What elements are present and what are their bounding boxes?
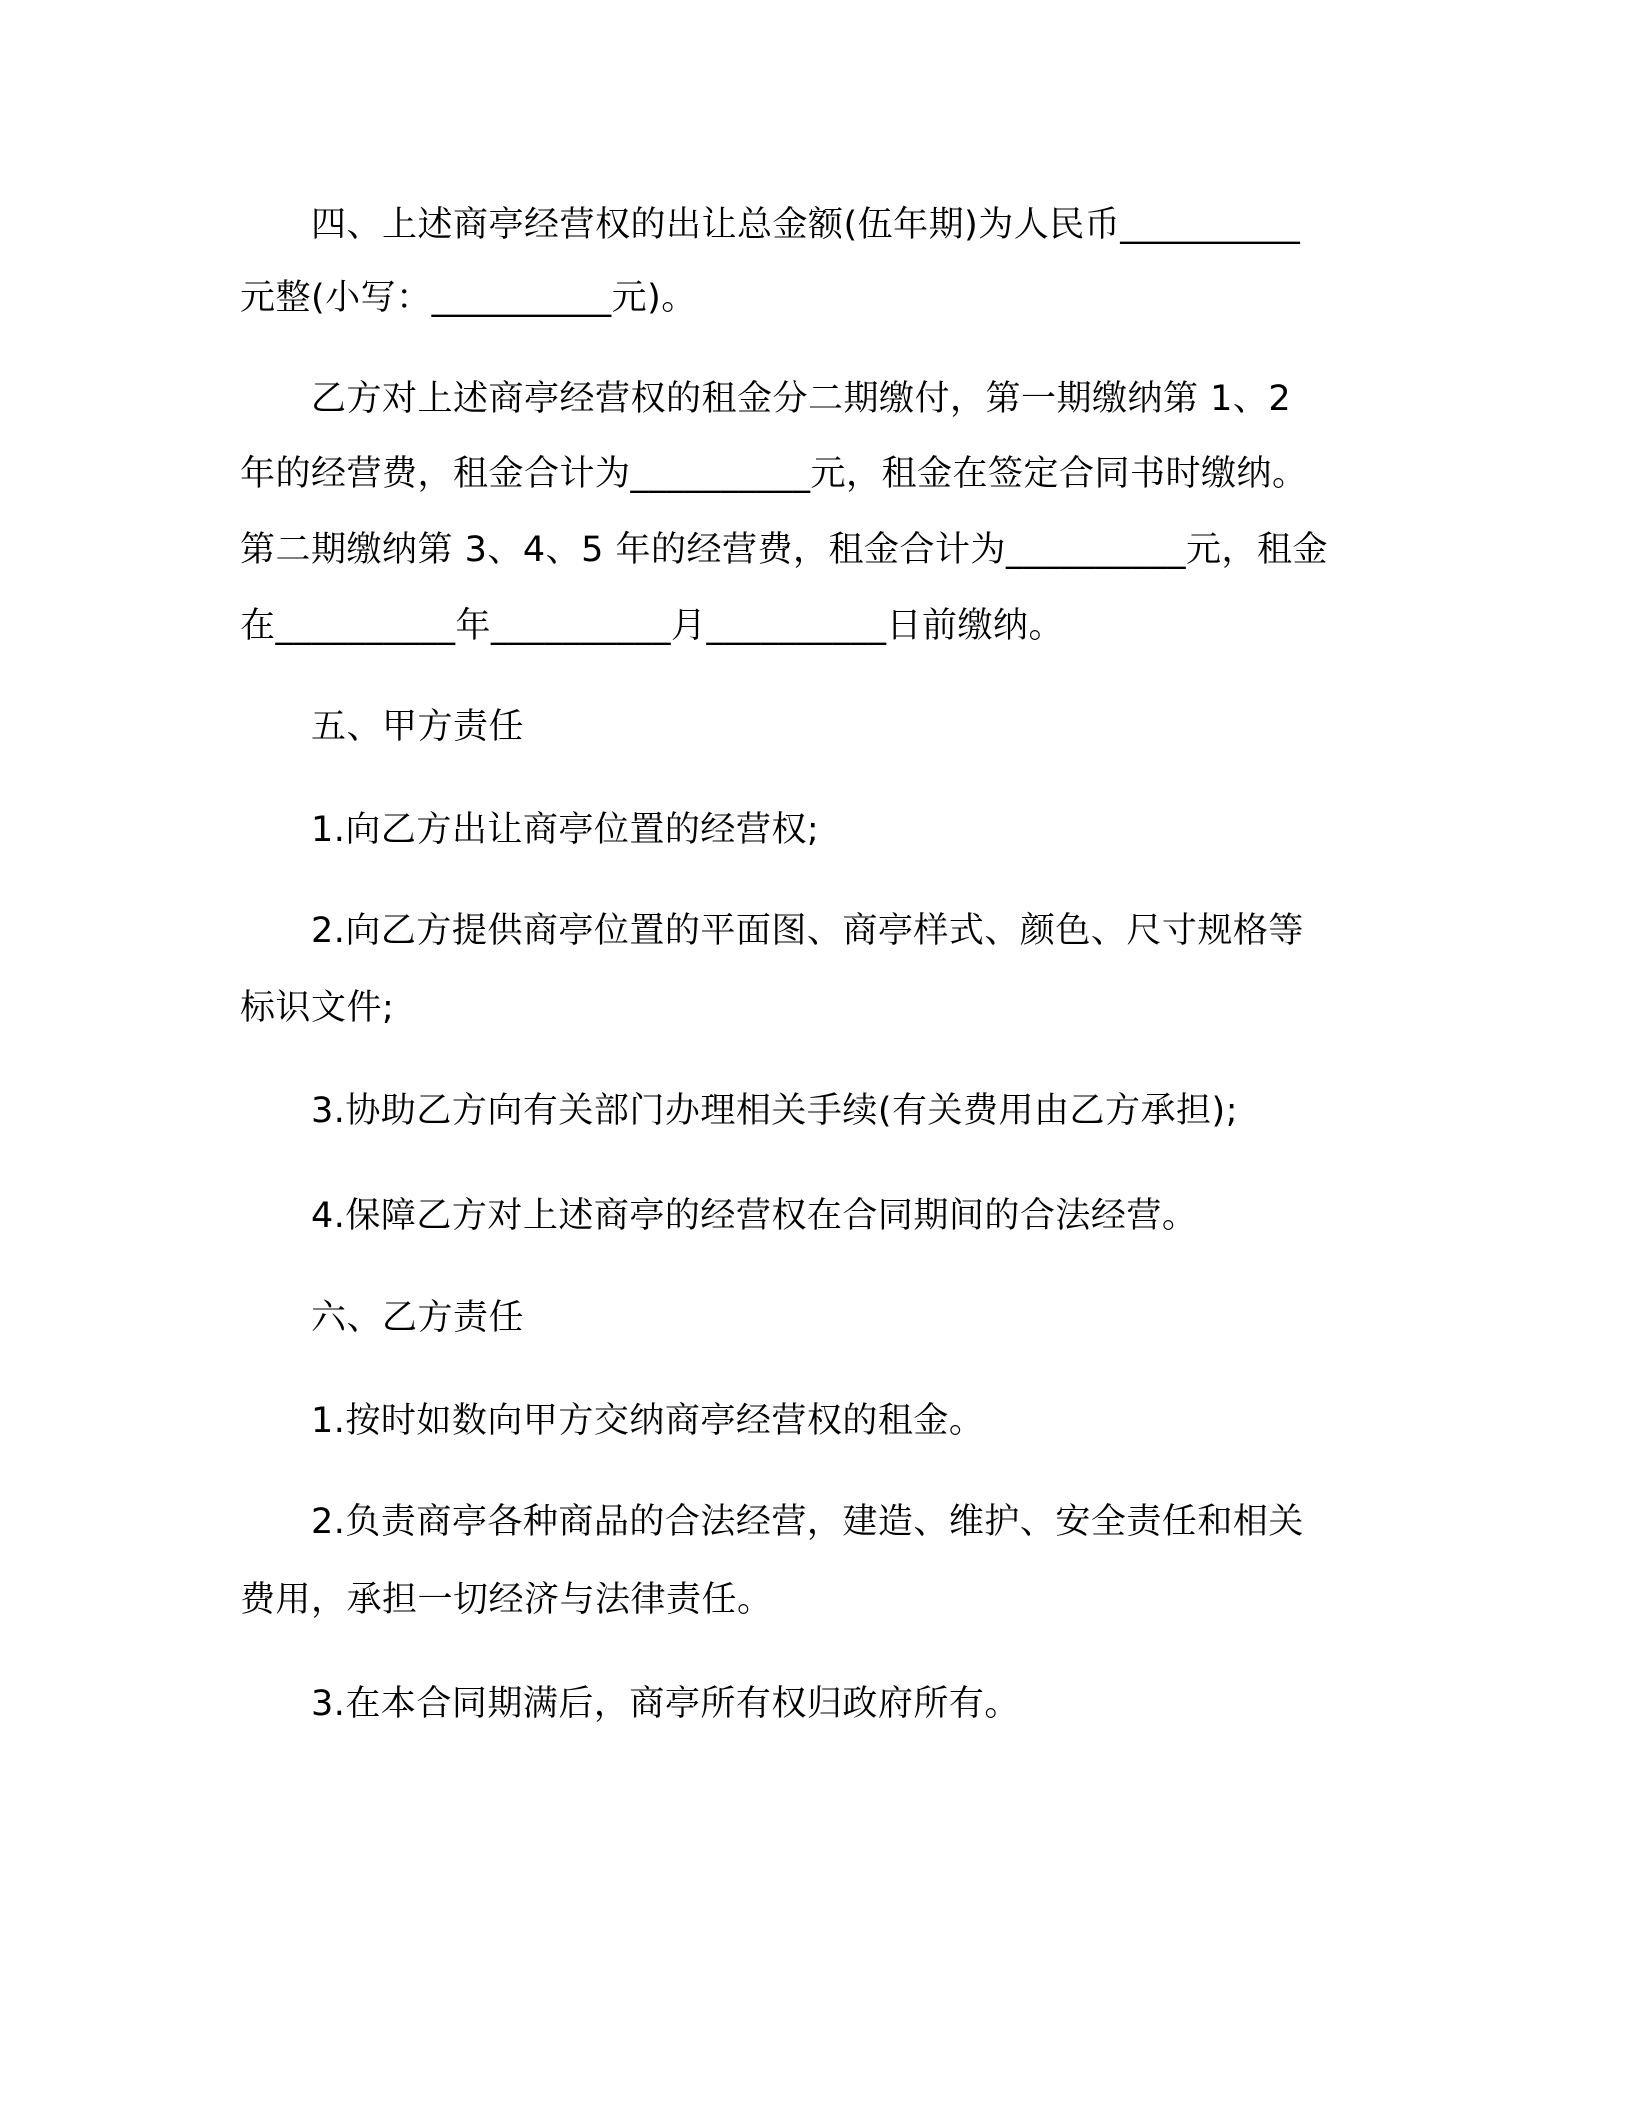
text-line: 标识文件; [240,988,395,1028]
text-line: 乙方对上述商亭经营权的租金分二期缴付，第一期缴纳第 1、2 [240,379,1292,419]
text-line: 在__________年__________月__________日前缴纳。 [240,606,1065,646]
text-line: 1.按时如数向甲方交纳商亭经营权的租金。 [240,1401,985,1441]
text-line: 元整(小写：__________元)。 [240,278,697,318]
text-line: 费用，承担一切经济与法律责任。 [240,1580,773,1620]
text-line: 2.负责商亭各种商品的合法经营，建造、维护、安全责任和相关 [240,1502,1304,1542]
text-line: 第二期缴纳第 3、4、5 年的经营费，租金合计为__________元，租金 [240,530,1329,570]
section-heading: 六、乙方责任 [240,1298,525,1338]
text-line: 3.协助乙方向有关部门办理相关手续(有关费用由乙方承担); [240,1091,1238,1131]
text-line: 2.向乙方提供商亭位置的平面图、商亭样式、颜色、尺寸规格等 [240,911,1304,951]
section-heading: 五、甲方责任 [240,707,525,747]
text-line: 四、上述商亭经营权的出让总金额(伍年期)为人民币__________ [240,205,1301,245]
text-line: 3.在本合同期满后，商亭所有权归政府所有。 [240,1684,1020,1724]
text-line: 4.保障乙方对上述商亭的经营权在合同期间的合法经营。 [240,1196,1198,1236]
text-line: 年的经营费，租金合计为__________元，租金在签定合同书时缴纳。 [240,454,1308,494]
text-line: 1.向乙方出让商亭位置的经营权; [240,810,820,850]
